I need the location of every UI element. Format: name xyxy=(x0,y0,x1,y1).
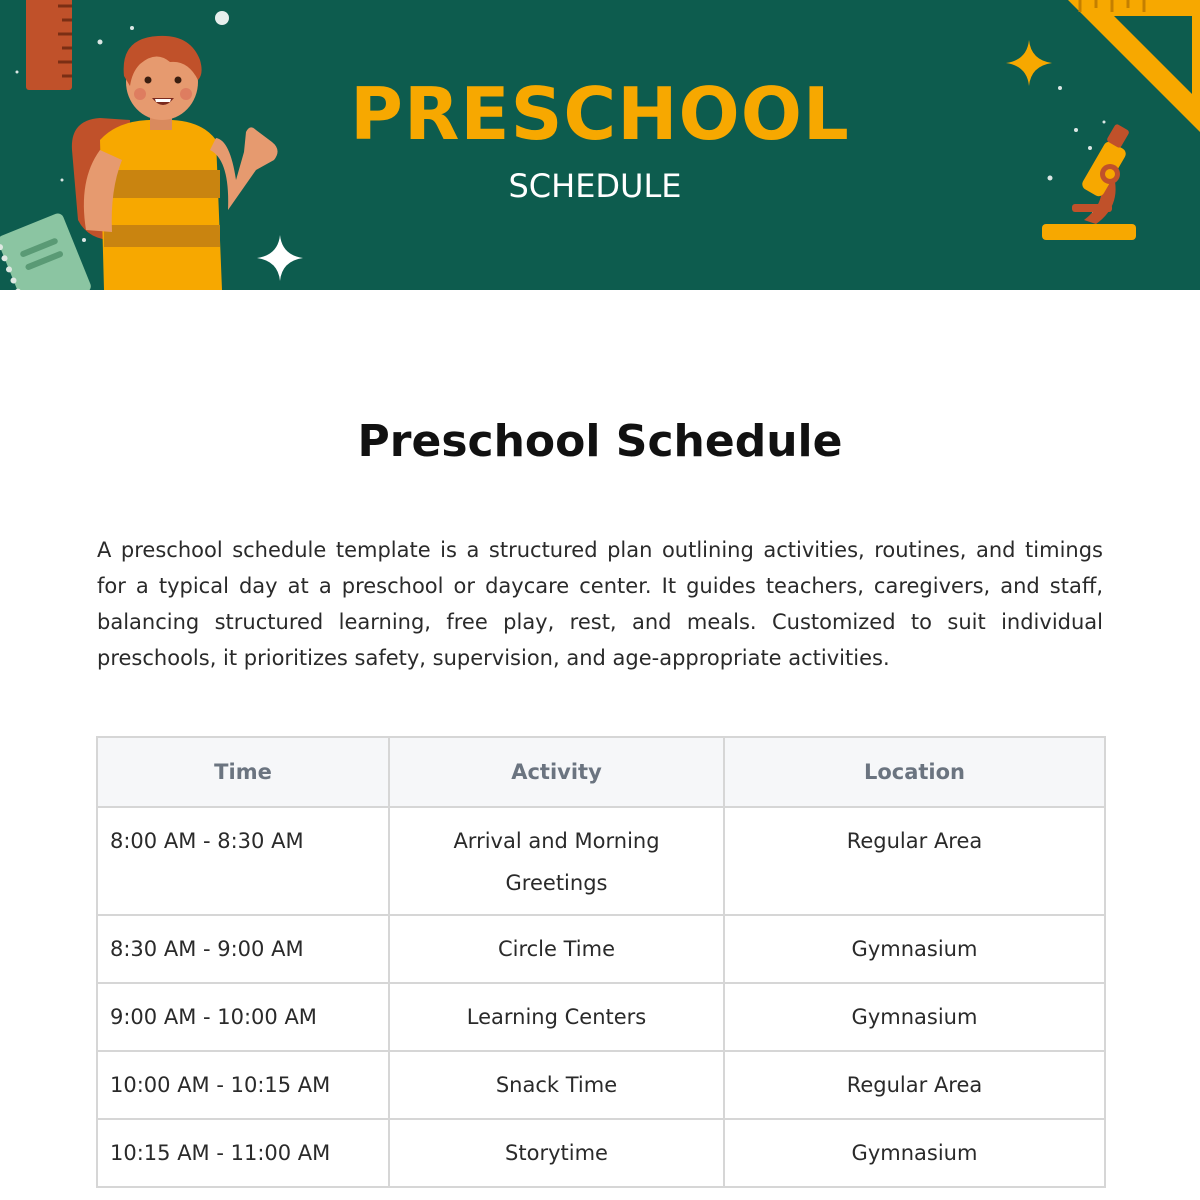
schedule-table xyxy=(96,736,1106,1188)
time-cell: 10:15 AM - 11:00 AM xyxy=(97,1119,389,1187)
activity-cell: Arrival and Morning Greetings xyxy=(389,807,724,915)
location-cell: Gymnasium xyxy=(724,1119,1105,1187)
activity-cell: Storytime xyxy=(389,1119,724,1187)
activity-cell: Snack Time xyxy=(389,1051,724,1119)
table-row xyxy=(97,1119,1105,1187)
location-cell: Gymnasium xyxy=(724,983,1105,1051)
table-row xyxy=(97,983,1105,1051)
small-shape-icon xyxy=(212,8,232,28)
time-cell: 8:30 AM - 9:00 AM xyxy=(97,915,389,983)
table-row xyxy=(97,807,1105,915)
table-row xyxy=(97,915,1105,983)
activity-cell: Learning Centers xyxy=(389,983,724,1051)
header-banner xyxy=(0,0,1200,290)
column-header-location: Location xyxy=(724,737,1105,807)
time-cell: 9:00 AM - 10:00 AM xyxy=(97,983,389,1051)
location-cell: Regular Area xyxy=(724,1051,1105,1119)
column-header-activity: Activity xyxy=(389,737,724,807)
intro-paragraph: A preschool schedule template is a structured plan outlining activities, routines, and timings for a typical day at a preschool or daycare center. It guides teachers, caregivers, and staff, balancing structured learning, free play, rest, and meals. Customized to suit individual preschools, it prioritizes safety, supervision, and age-appropriate activities. xyxy=(97,538,1103,670)
table-row xyxy=(97,1051,1105,1119)
banner-title: PRESCHOOL xyxy=(350,72,850,156)
location-cell: Gymnasium xyxy=(724,915,1105,983)
table-header-row xyxy=(97,737,1105,807)
activity-cell: Circle Time xyxy=(389,915,724,983)
page-title: Preschool Schedule xyxy=(357,416,843,467)
time-cell: 10:00 AM - 10:15 AM xyxy=(97,1051,389,1119)
banner-subtitle: SCHEDULE xyxy=(508,167,682,205)
column-header-time: Time xyxy=(97,737,389,807)
time-cell: 8:00 AM - 8:30 AM xyxy=(97,807,389,915)
sparkle-icon xyxy=(257,235,303,281)
location-cell: Regular Area xyxy=(724,807,1105,915)
